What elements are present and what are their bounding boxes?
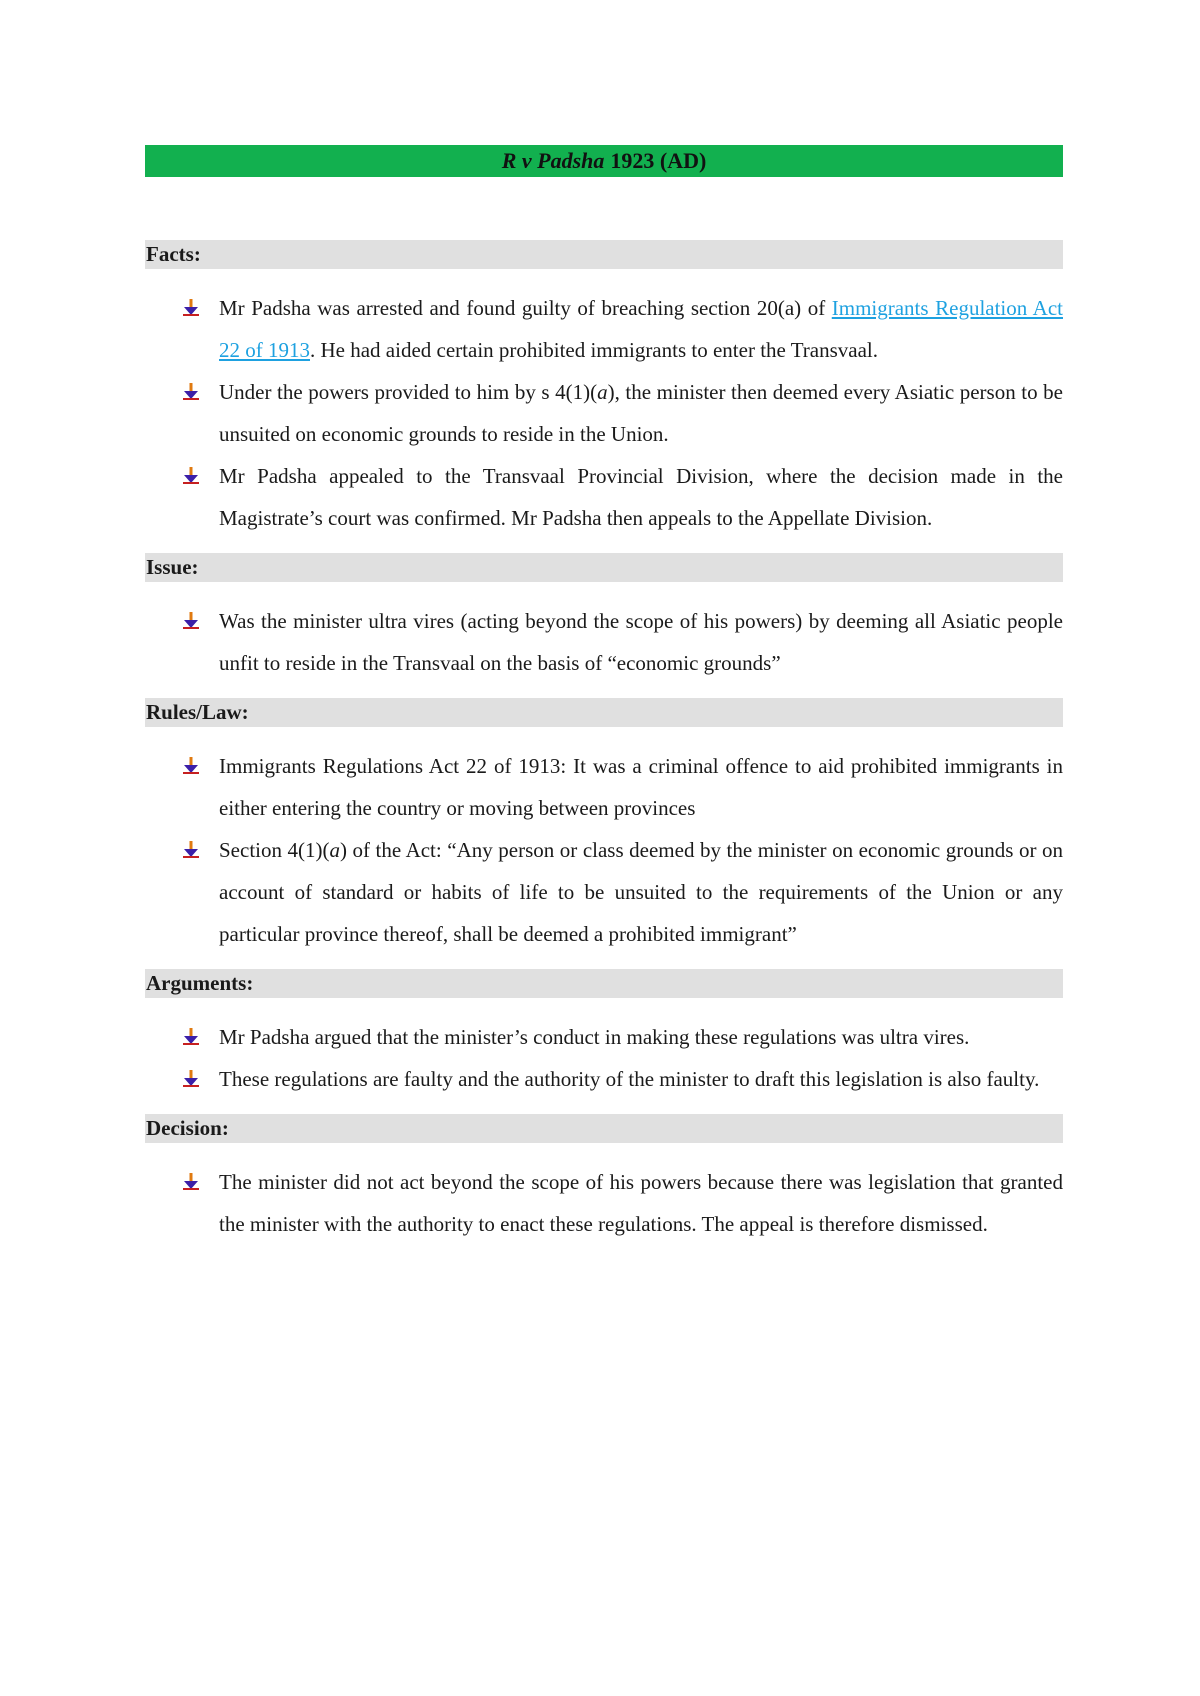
arrow-down-bullet-icon bbox=[183, 1070, 199, 1088]
list-item: These regulations are faulty and the authority of the minister to draft this legislation is also faulty. bbox=[145, 1058, 1063, 1100]
arrow-down-bullet-icon bbox=[183, 612, 199, 630]
list-item: The minister did not act beyond the scope of his powers because there was legislation that granted the minister with the authority to enact these regulations. The appeal is therefore dismissed. bbox=[145, 1161, 1063, 1245]
facts-section bbox=[145, 240, 1063, 539]
case-name: R v Padsha bbox=[501, 148, 605, 173]
list-item: Mr Padsha was arrested and found guilty of breaching section 20(a) of Immigrants Regulation Act 22 of 1913. He had aided certain prohibited immigrants to enter the Transvaal. bbox=[145, 287, 1063, 371]
arrow-down-bullet-icon bbox=[183, 841, 199, 859]
list-item: Immigrants Regulations Act 22 of 1913: It was a criminal offence to aid prohibited immigrants in either entering the country or moving between provinces bbox=[145, 745, 1063, 829]
arrow-down-bullet-icon bbox=[183, 1173, 199, 1191]
list-item: Mr Padsha appealed to the Transvaal Provincial Division, where the decision made in the Magistrate’s court was confirmed. Mr Padsha then appeals to the Appellate Division. bbox=[145, 455, 1063, 539]
list-item: Was the minister ultra vires (acting beyond the scope of his powers) by deeming all Asiatic people unfit to reside in the Transvaal on the basis of “economic grounds” bbox=[145, 600, 1063, 684]
arguments-heading: Arguments: bbox=[145, 969, 1063, 998]
act-link[interactable]: Immigrants Regulation Act 22 of 1913 bbox=[219, 296, 1063, 362]
issue-heading: Issue: bbox=[145, 553, 1063, 582]
rules-section bbox=[145, 698, 1063, 955]
case-year-court: 1923 (AD) bbox=[610, 148, 707, 173]
arrow-down-bullet-icon bbox=[183, 299, 199, 317]
list-item: Section 4(1)(a) of the Act: “Any person or class deemed by the minister on economic grounds or on account of standard or habits of life to be unsuited to the requirements of the Union or any particular province thereof, shall be deemed a prohibited immigrant” bbox=[145, 829, 1063, 955]
rules-heading: Rules/Law: bbox=[145, 698, 1063, 727]
arrow-down-bullet-icon bbox=[183, 467, 199, 485]
list-item: Mr Padsha argued that the minister’s conduct in making these regulations was ultra vires. bbox=[145, 1016, 1063, 1058]
arrow-down-bullet-icon bbox=[183, 1028, 199, 1046]
list-item: Under the powers provided to him by s 4(1)(a), the minister then deemed every Asiatic person to be unsuited on economic grounds to reside in the Union. bbox=[145, 371, 1063, 455]
arguments-section bbox=[145, 969, 1063, 1100]
arrow-down-bullet-icon bbox=[183, 757, 199, 775]
arrow-down-bullet-icon bbox=[183, 383, 199, 401]
facts-heading: Facts: bbox=[145, 240, 1063, 269]
document-page bbox=[145, 145, 1063, 1245]
issue-section bbox=[145, 553, 1063, 684]
decision-heading: Decision: bbox=[145, 1114, 1063, 1143]
decision-section bbox=[145, 1114, 1063, 1245]
case-title-bar bbox=[145, 145, 1063, 177]
